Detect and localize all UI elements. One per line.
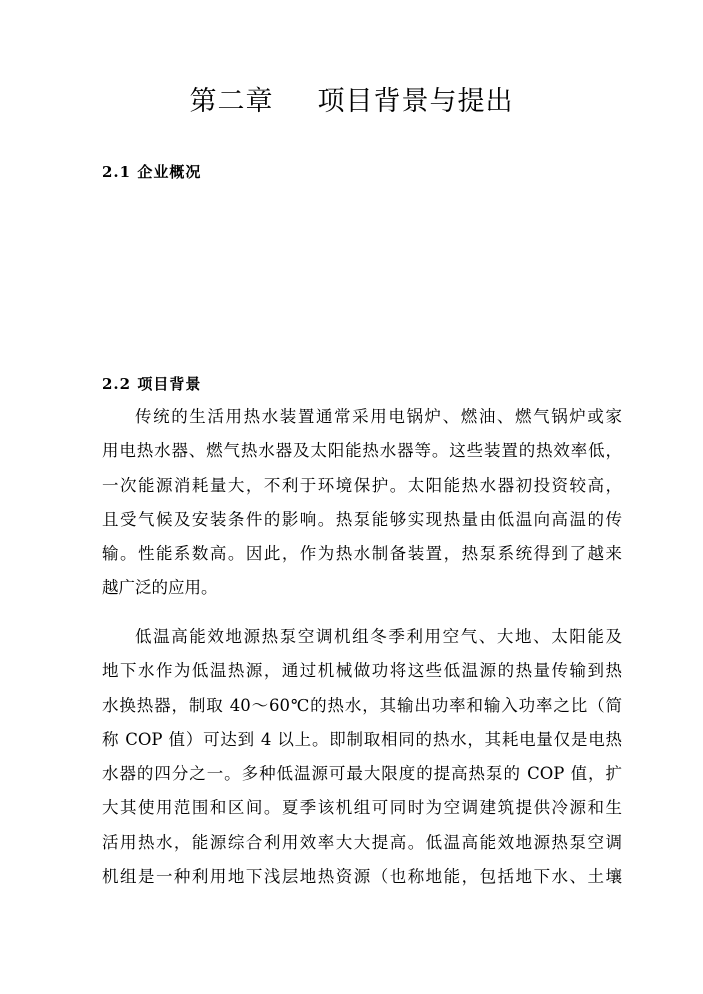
paragraph-ground-source-heat-pump [102, 620, 622, 894]
section-heading-project-background: 2.2 项目背景 [102, 375, 202, 393]
paragraph-line: 输。性能系数高。因此，作为热水制备装置，热泵系统得到了越来 [102, 544, 622, 564]
paragraph-line: 地下水作为低温热源，通过机械做功将这些低温源的热量传输到热 [102, 661, 622, 681]
paragraph-line: 低温高能效地源热泵空调机组冬季利用空气、大地、太阳能及 [135, 627, 622, 646]
section-heading-company-overview: 2.1 企业概况 [102, 163, 202, 181]
paragraph-line: 用电热水器、燃气热水器及太阳能热水器等。这些装置的热效率低， [102, 441, 622, 461]
chapter-number: 第二章 [189, 86, 274, 117]
paragraph-line: 机组是一种利用地下浅层地热资源（也称地能，包括地下水、土壤 [102, 867, 622, 887]
paragraph-line: 水换热器，制取 40～60℃的热水，其输出功率和输入功率之比（简 [102, 695, 622, 715]
paragraph-conventional-hot-water [102, 400, 622, 606]
paragraph-line: 一次能源消耗量大，不利于环境保护。太阳能热水器初投资较高， [102, 475, 622, 495]
paragraph-line: 活用热水，能源综合利用效率大大提高。低温高能效地源热泵空调 [102, 832, 622, 852]
paragraph-line: 大其使用范围和区间。夏季该机组可同时为空调建筑提供冷源和生 [102, 798, 622, 818]
chapter-title-text: 项目背景与提出 [317, 86, 514, 117]
paragraph-line: 越广泛的应用。 [102, 578, 218, 598]
paragraph-line: 且受气候及安装条件的影响。热泵能够实现热量由低温向高温的传 [102, 509, 622, 529]
paragraph-line: 水器的四分之一。多种低温源可最大限度的提高热泵的 COP 值，扩 [102, 764, 622, 784]
chapter-title [0, 82, 703, 122]
paragraph-line: 传统的生活用热水装置通常采用电锅炉、燃油、燃气锅炉或家 [135, 407, 622, 426]
paragraph-line: 称 COP 值）可达到 4 以上。即制取相同的热水，其耗电量仅是电热 [102, 729, 622, 749]
